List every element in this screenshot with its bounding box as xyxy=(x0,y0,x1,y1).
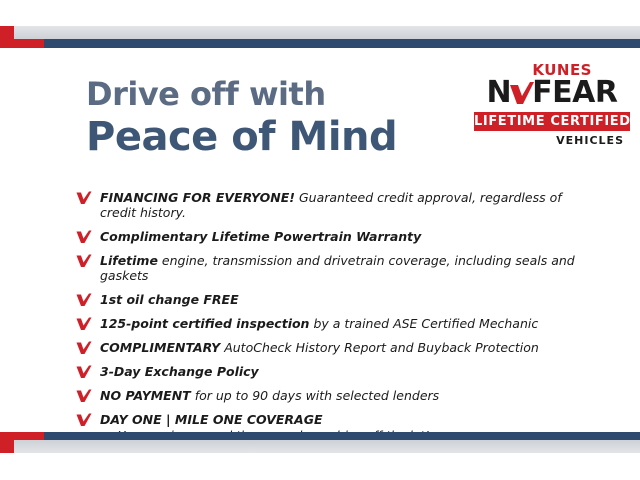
list-item-bold: COMPLIMENTARY xyxy=(100,340,221,355)
logo-word-prefix: N xyxy=(486,75,512,110)
list-item xyxy=(76,253,596,283)
list-item xyxy=(76,340,596,355)
list-item-bold: 3-Day Exchange Policy xyxy=(100,364,259,379)
bottom-grey-stripe xyxy=(0,440,640,453)
check-mark-icon xyxy=(76,365,92,379)
list-item-bold: FINANCING FOR EVERYONE! xyxy=(100,190,295,205)
list-item-text: by a trained ASE Certified Mechanic xyxy=(309,316,539,331)
headline-line-2: Peace of Mind xyxy=(86,114,398,160)
list-item xyxy=(76,229,596,244)
check-mark-icon xyxy=(76,317,92,331)
list-item-bold: NO PAYMENT xyxy=(100,388,191,403)
top-navy-stripe xyxy=(0,39,640,48)
logo-word-suffix: FEAR xyxy=(532,75,618,110)
benefits-list xyxy=(76,190,596,453)
check-mark-icon xyxy=(76,341,92,355)
top-grey-stripe xyxy=(0,26,640,39)
check-mark-icon xyxy=(76,293,92,307)
check-mark-icon xyxy=(76,389,92,403)
top-decorative-band xyxy=(0,0,640,48)
logo-wordmark xyxy=(474,77,630,109)
list-item-bold: 125-point certified inspection xyxy=(100,316,310,331)
list-item xyxy=(76,292,596,307)
check-mark-icon xyxy=(76,230,92,244)
kunes-no-fear-logo xyxy=(474,62,630,148)
list-item xyxy=(76,190,596,220)
list-item xyxy=(76,364,596,379)
list-item-bold: Lifetime xyxy=(100,253,158,268)
check-mark-icon xyxy=(76,413,92,427)
list-item-bold: 1st oil change FREE xyxy=(100,292,239,307)
list-item xyxy=(76,388,596,403)
logo-certified-bar: LIFETIME CERTIFIED xyxy=(474,114,631,129)
bottom-red-stripe xyxy=(0,432,44,440)
list-item-bold: DAY ONE | MILE ONE COVERAGE xyxy=(100,412,323,427)
logo-vehicles-label: VEHICLES xyxy=(556,134,624,147)
top-red-stripe xyxy=(0,39,44,48)
logo-brand-name: KUNES xyxy=(532,61,592,79)
headline xyxy=(86,76,397,160)
headline-line-1: Drive off with xyxy=(86,75,326,113)
check-mark-icon xyxy=(76,191,92,205)
bottom-decorative-band xyxy=(0,432,640,480)
list-item-text: Guaranteed credit approval, regardless of credit history. xyxy=(100,190,562,220)
list-item-text: AutoCheck History Report and Buyback Protection xyxy=(220,340,539,355)
list-item-text: for up to 90 days with selected lenders xyxy=(190,388,440,403)
bottom-navy-stripe xyxy=(0,432,640,440)
list-item xyxy=(76,316,596,331)
list-item-bold: Complimentary Lifetime Powertrain Warranty xyxy=(100,229,422,244)
check-mark-icon xyxy=(508,80,534,106)
list-item-text: engine, transmission and drivetrain coverage, including seals and gaskets xyxy=(100,253,575,283)
check-mark-icon xyxy=(76,254,92,268)
